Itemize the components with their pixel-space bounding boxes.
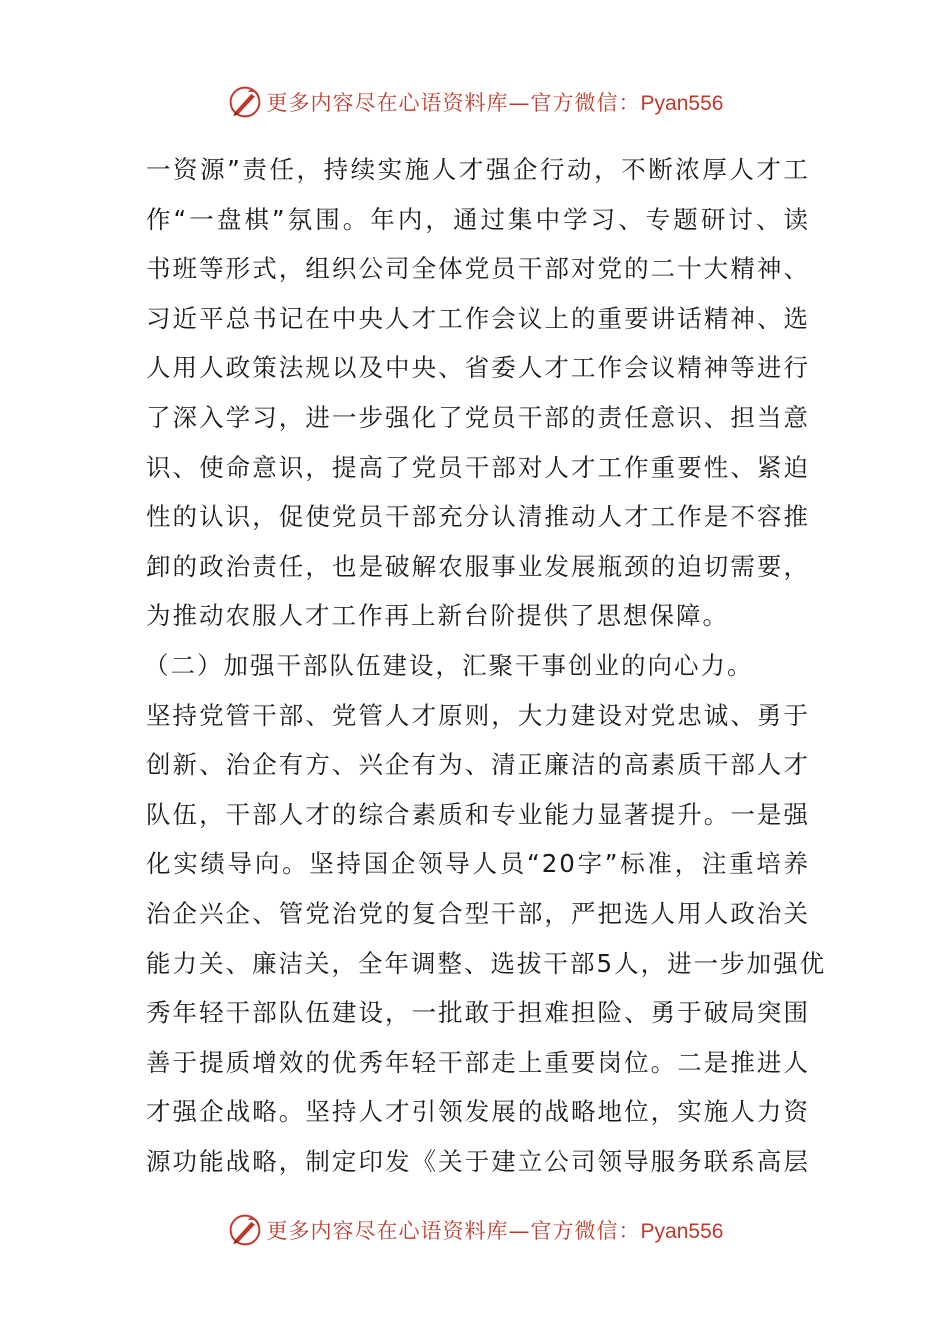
text-line: 性的认识，促使党员干部充分认清推动人才工作是不容推 bbox=[146, 502, 810, 532]
text-line: 一资源”责任，持续实施人才强企行动，不断浓厚人才工 bbox=[146, 155, 810, 184]
text-line: 源功能战略，制定印发《关于建立公司领导服务联系高层 bbox=[146, 1146, 810, 1176]
header-watermark-banner bbox=[0, 80, 950, 124]
text-line: 了深入学习，进一步强化了党员干部的责任意识、担当意 bbox=[146, 402, 810, 432]
text-line: 秀年轻干部队伍建设，一批敢于担难担险、勇于破局突围 bbox=[146, 998, 810, 1028]
watermark-text: 更多内容尽在心语资料库—官方微信：Pyan556 bbox=[266, 91, 724, 115]
text-line: 书班等形式，组织公司全体党员干部对党的二十大精神、 bbox=[146, 254, 810, 284]
footer-watermark-banner bbox=[0, 1208, 950, 1252]
text-line: 能力关、廉洁关，全年调整、选拔干部5人，进一步加强优 bbox=[146, 948, 827, 978]
pen-logo-icon bbox=[227, 1212, 263, 1248]
watermark-handle: Pyan556 bbox=[640, 1220, 724, 1243]
text-line: 善于提质增效的优秀年轻干部走上重要岗位。二是推进人 bbox=[146, 1047, 810, 1077]
text-line: 化实绩导向。坚持国企领导人员“20字”标准，注重培养 bbox=[146, 849, 810, 879]
text-line: 识、使命意识，提高了党员干部对人才工作重要性、紧迫 bbox=[146, 452, 810, 482]
text-line: 治企兴企、管党治党的复合型干部，严把选人用人政治关 bbox=[146, 898, 810, 928]
text-line: 队伍，干部人才的综合素质和专业能力显著提升。一是强 bbox=[146, 799, 810, 829]
text-line: 为推动农服人才工作再上新台阶提供了思想保障。 bbox=[146, 601, 729, 631]
document-body bbox=[144, 145, 827, 1186]
text-line: 坚持党管干部、党管人才原则，大力建设对党忠诚、勇于 bbox=[146, 700, 810, 730]
text-line: 才强企战略。坚持人才引领发展的战略地位，实施人力资 bbox=[146, 1097, 810, 1127]
text-line: 创新、治企有方、兴企有为、清正廉洁的高素质干部人才 bbox=[146, 750, 810, 780]
watermark-text: 更多内容尽在心语资料库—官方微信：Pyan556 bbox=[266, 1219, 724, 1243]
pen-logo-icon bbox=[227, 84, 263, 120]
text-line: 人用人政策法规以及中央、省委人才工作会议精神等进行 bbox=[146, 353, 810, 383]
watermark-handle: Pyan556 bbox=[640, 92, 724, 115]
text-line: 习近平总书记在中央人才工作会议上的重要讲话精神、选 bbox=[146, 303, 810, 333]
text-line: 卸的政治责任，也是破解农服事业发展瓶颈的迫切需要， bbox=[146, 551, 810, 581]
section-heading: （二）加强干部队伍建设，汇聚干事创业的向心力。 bbox=[144, 650, 754, 680]
text-line: 作“一盘棋”氛围。年内，通过集中学习、专题研讨、读 bbox=[146, 204, 810, 234]
